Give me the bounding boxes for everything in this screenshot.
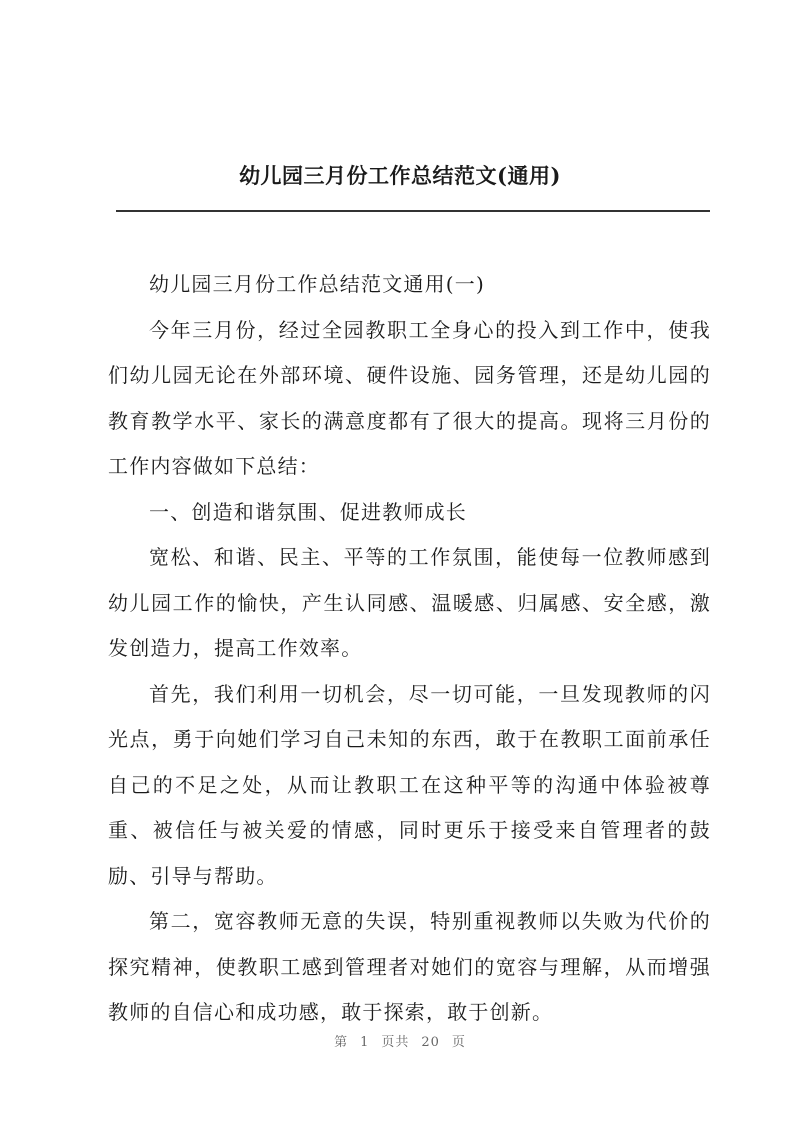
paragraph-intro: 今年三月份，经过全园教职工全身心的投入到工作中，使我们幼儿园无论在外部环境、硬件设施、园务管理，还是幼儿园的教育教学水平、家长的满意度都有了很大的提高。现将三月份的工作内容做如下总结：	[108, 317, 711, 478]
footer-middle: 页共	[381, 1035, 410, 1050]
document-title: 幼儿园三月份工作总结范文(通用)	[239, 163, 561, 188]
footer-prefix: 第	[334, 1035, 349, 1050]
paragraph: 首先，我们利用一切机会，尽一切可能，一旦发现教师的闪光点，勇于向她们学习自己未知的东西，敢于在教职工面前承任自己的不足之处，从而让教职工在这种平等的沟通中体验被尊重、被信任与被关爱的情感，同时更乐于接受来自管理者的鼓励、引导与帮助。	[108, 681, 711, 888]
document-body	[108, 262, 711, 1036]
section-heading: 幼儿园三月份工作总结范文通用(一)	[149, 272, 486, 296]
paragraph: 第二，宽容教师无意的失误，特别重视教师以失败为代价的探究精神，使教职工感到管理者对她们的宽容与理解，从而增强教师的自信心和成功感，敢于探索，敢于创新。	[108, 909, 711, 1024]
subsection-heading: 一、创造和谐氛围、促进教师成长	[149, 499, 467, 524]
paragraph: 宽松、和谐、民主、平等的工作氛围，能使每一位教师感到幼儿园工作的愉快，产生认同感、温暖感、归属感、安全感，激发创造力，提高工作效率。	[108, 545, 711, 660]
total-pages-number: 20	[421, 1035, 440, 1050]
footer-suffix: 页	[451, 1035, 466, 1050]
page-footer	[0, 1031, 800, 1050]
current-page-number: 1	[360, 1035, 370, 1050]
title-underline	[116, 210, 710, 212]
